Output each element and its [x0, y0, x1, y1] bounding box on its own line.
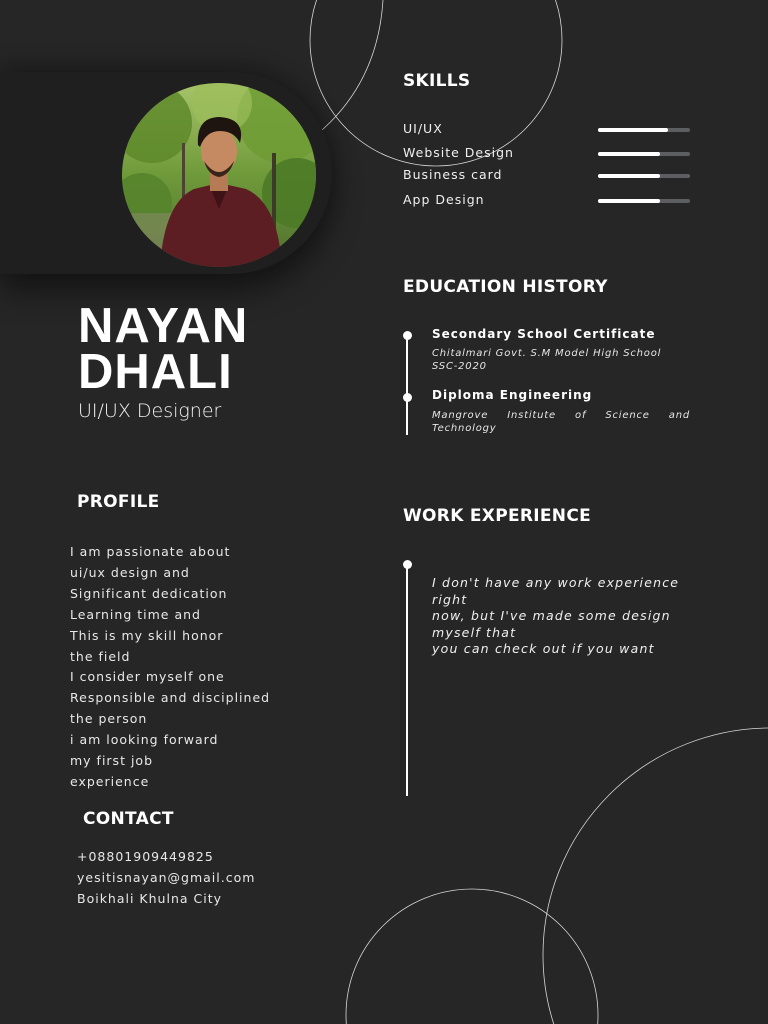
education-title: Secondary School Certificate: [432, 327, 656, 341]
last-name: DHALI: [78, 345, 233, 399]
education-heading: EDUCATION HISTORY: [403, 277, 608, 297]
skills-heading: SKILLS: [403, 71, 471, 91]
timeline-dot: [403, 560, 412, 569]
contact-email[interactable]: yesitisnayan@gmail.com: [77, 870, 256, 885]
work-line: I don't have any work experience right: [432, 575, 680, 607]
profile-line: I am passionate about: [70, 544, 231, 559]
contact-phone: +08801909449825: [77, 849, 214, 864]
profile-heading: PROFILE: [77, 492, 160, 512]
profile-line: my first job: [70, 753, 154, 769]
work-timeline: [406, 566, 408, 796]
timeline-dot: [403, 393, 412, 402]
contact-address: Boikhali Khulna City: [77, 891, 223, 906]
skill-item: [403, 145, 693, 163]
profile-line: I consider myself one: [70, 669, 225, 685]
skill-label: UI/UX: [403, 121, 443, 136]
skill-bar-fill: [598, 174, 660, 178]
skill-item: [403, 167, 693, 185]
profile-line: Learning time and: [70, 606, 201, 622]
education-institution: Chitalmari Govt. S.M Model High School: [432, 348, 662, 359]
profile-line: Significant dedication: [70, 585, 228, 601]
skill-bar-fill: [598, 152, 660, 156]
contact-heading: CONTACT: [83, 809, 174, 829]
skill-label: Website Design: [403, 145, 514, 160]
job-title: UI/UX Designer: [78, 400, 222, 422]
deco-circle-bottom-right: [543, 728, 768, 1024]
skill-item: [403, 121, 693, 139]
timeline-dot: [403, 331, 412, 340]
contact-list: [77, 846, 255, 909]
profile-line: i am looking forward: [70, 732, 219, 748]
profile-line: ui/ux design and: [70, 564, 190, 580]
profile-text: [70, 542, 310, 793]
education-timeline: [406, 335, 408, 435]
profile-line: the field: [70, 648, 131, 664]
profile-line: experience: [70, 773, 150, 789]
education-title: Diploma Engineering: [432, 388, 593, 402]
profile-line: Responsible and disciplined: [70, 690, 271, 706]
skill-bar-track: [598, 152, 690, 156]
education-details: [432, 347, 690, 373]
skill-bar-track: [598, 199, 690, 203]
skill-label: App Design: [403, 192, 485, 207]
portrait-photo-icon: [122, 83, 316, 267]
education-detail: SSC-2020: [432, 361, 487, 372]
work-line: you can check out if you want: [432, 641, 655, 656]
skill-label: Business card: [403, 167, 503, 182]
first-name: NAYAN: [78, 299, 249, 353]
work-heading: WORK EXPERIENCE: [403, 506, 592, 526]
education-institution: Mangrove Institute of Science and Technology: [432, 410, 690, 434]
avatar: [122, 83, 316, 267]
deco-arc-top-left: [322, 0, 383, 130]
work-text: [432, 575, 692, 658]
profile-line: This is my skill honor: [70, 627, 224, 643]
profile-line: the person: [70, 711, 148, 727]
skill-bar-fill: [598, 199, 660, 203]
page-title: [78, 299, 249, 399]
skill-bar-fill: [598, 128, 668, 132]
work-line: now, but I've made some design myself that: [432, 608, 671, 640]
skill-bar-track: [598, 174, 690, 178]
skill-item: [403, 192, 693, 210]
deco-circle-bottom: [346, 889, 598, 1024]
skill-bar-track: [598, 128, 690, 132]
